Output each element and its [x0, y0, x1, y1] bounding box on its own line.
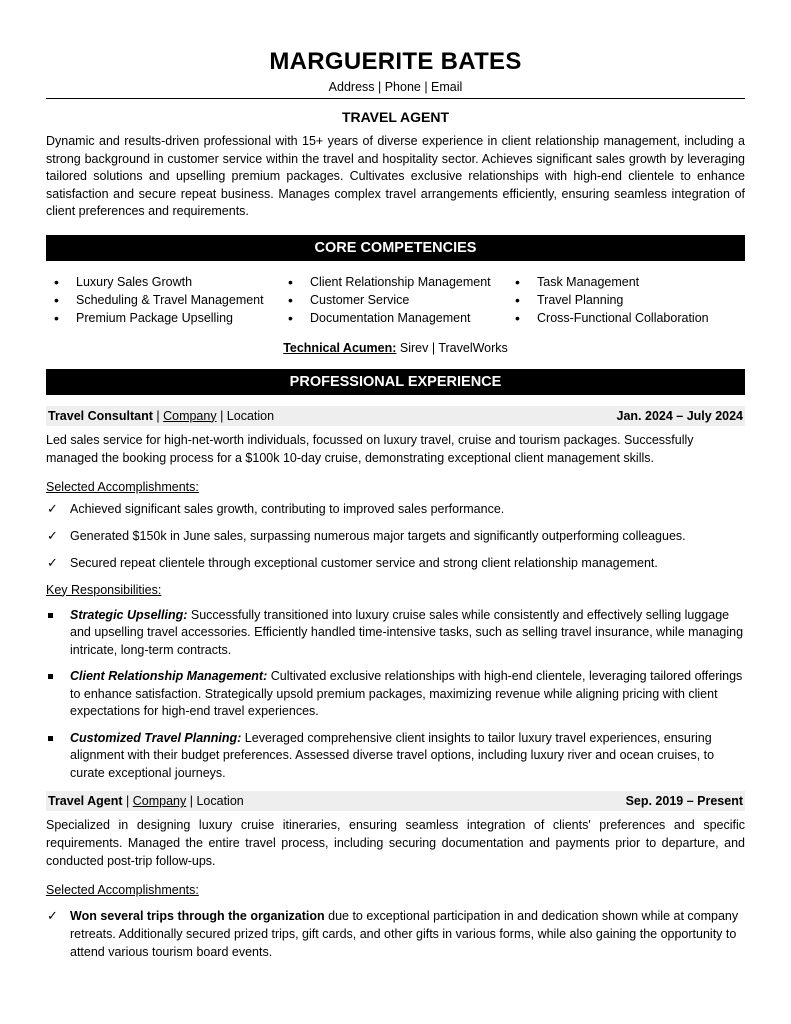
check-icon: ✓ — [47, 500, 58, 516]
accomplishment-item: ✓ Achieved significant sales growth, contributing to improved sales performance. — [47, 500, 505, 516]
competencies-column-1 — [52, 273, 286, 327]
competency-item: • Client Relationship Management — [286, 273, 513, 291]
competencies-grid — [46, 273, 745, 327]
competencies-column-3 — [513, 273, 733, 327]
responsibility-lead: Customized Travel Planning: — [70, 730, 242, 745]
technical-acumen — [46, 339, 745, 357]
job-title: Travel Consultant — [48, 408, 153, 423]
competency-item: • Premium Package Upselling — [52, 309, 286, 327]
candidate-name: MARGUERITE BATES — [269, 48, 522, 75]
responsibility-text: Leveraged comprehensive client insights to tailor luxury travel experiences, ensuring alignment with their budget preferences. Assessed diverse travel options, including luxury river and ocean cruises, to curate exceptional journeys. — [70, 730, 715, 780]
responsibility-text: Successfully transitioned into luxury cruise sales while consistently and effectively selling luggage and upselling travel accessories. Efficiently handled time-intensive tasks, such as selling travel insurance, while managing intricate, long-term contracts. — [70, 607, 744, 657]
responsibility-lead: Strategic Upselling: — [70, 607, 188, 622]
square-bullet-icon — [48, 736, 53, 741]
responsibility-lead: Client Relationship Management: — [70, 669, 268, 683]
accomplishment-item: ✓ Generated $150k in June sales, surpassing numerous major targets and significantly outperforming colleagues. — [47, 527, 686, 543]
job-location: Location — [226, 408, 275, 423]
target-role: TRAVEL AGENT — [341, 109, 450, 125]
separator: | — [152, 408, 164, 423]
competency-item: • Scheduling & Travel Management — [52, 291, 286, 309]
technical-acumen-label: Technical Acumen: — [283, 340, 397, 355]
competencies-column-2 — [286, 273, 513, 327]
accomplishments-list — [46, 907, 745, 961]
competency-item: • Luxury Sales Growth — [52, 273, 286, 291]
contact-line: Address | Phone | Email — [328, 80, 463, 94]
check-icon: ✓ — [47, 908, 58, 923]
competency-item: • Task Management — [513, 273, 733, 291]
separator: | — [122, 794, 133, 808]
header-divider — [46, 98, 745, 99]
competency-item: • Travel Planning — [513, 291, 733, 309]
professional-experience-heading: PROFESSIONAL EXPERIENCE — [46, 369, 745, 395]
accomplishment-text: due to exceptional participation in and dedication shown while at company retreats. Additionally secured prized trips, gift cards, and other gifts in various forms, while also gaining the opportunity to attend various tourism board events. — [70, 909, 739, 959]
responsibilities-list — [46, 607, 745, 783]
separator: | — [186, 794, 197, 808]
check-icon: ✓ — [47, 554, 58, 570]
accomplishments-list — [46, 500, 745, 572]
job-dates: Jan. 2024 – July 2024 — [616, 408, 743, 423]
technical-acumen-value: Sirev | TravelWorks — [396, 340, 508, 355]
job-description: Led sales service for high-net-worth individuals, focussed on luxury travel, cruise and tourism packages. Successfully managed the booking process for a $100k 10-day cruise, demonstrating exceptional client management skills. — [46, 432, 694, 465]
square-bullet-icon — [48, 674, 53, 679]
competency-item: • Customer Service — [286, 291, 513, 309]
accomplishments-heading: Selected Accomplishments: — [46, 479, 199, 494]
accomplishment-item — [46, 907, 745, 961]
separator: | — [216, 408, 227, 423]
company-name: Company — [132, 794, 187, 808]
professional-summary: Dynamic and results-driven professional with 15+ years of diverse experience in client relationship management, including a strong background in customer service within the travel and hospitality sector. Achieves significant sales growth by leveraging tailored solutions and upselling premium packages. Cultivates exclusive relationships with high-end clientele to enhance satisfaction and secure repeat business. Manages complex travel arrangements efficiently, ensuring seamless integration of client preferences and requirements. — [46, 134, 745, 218]
job-location: Location — [196, 794, 244, 808]
competency-item: • Documentation Management — [286, 309, 513, 327]
responsibility-item — [46, 607, 745, 660]
responsibility-item — [46, 730, 745, 783]
job-dates: Sep. 2019 – Present — [625, 794, 743, 808]
accomplishment-lead: Won several trips through the organization — [70, 909, 325, 923]
check-icon: ✓ — [47, 527, 58, 543]
job-header — [46, 406, 745, 426]
competency-item: • Cross-Functional Collaboration — [513, 309, 733, 327]
responsibility-item — [46, 668, 745, 721]
job-title: Travel Agent — [48, 794, 123, 808]
job-header — [46, 791, 745, 811]
accomplishments-heading: Selected Accomplishments: — [46, 883, 199, 897]
core-competencies-heading: CORE COMPETENCIES — [46, 235, 745, 261]
responsibilities-heading: Key Responsibilities: — [46, 582, 162, 597]
responsibility-text: Cultivated exclusive relationships with high-end clientele, leveraging tailored offerings to enhance satisfaction. Strategically upsold premium packages, maximizing revenue while aligning pricing with client expectations for high-end travel experiences. — [70, 669, 743, 718]
company-name: Company — [163, 408, 217, 423]
accomplishment-item: ✓ Secured repeat clientele through exceptional customer service and strong client relationship management. — [47, 554, 658, 570]
square-bullet-icon — [48, 613, 53, 618]
job-description: Specialized in designing luxury cruise itineraries, ensuring seamless integration of clients' preferences and specific requirements. Managed the entire travel process, including securing documentation and payments prior to departure, and conducted post-trip follow-ups. — [46, 818, 745, 868]
